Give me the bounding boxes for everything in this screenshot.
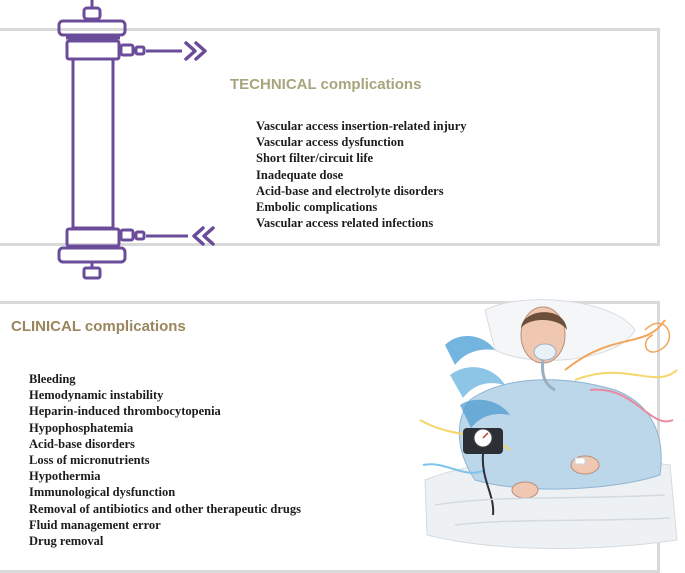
technical-complication-item: Acid-base and electrolyte disorders — [256, 183, 444, 198]
double-chevron-right-icon — [186, 43, 195, 59]
clinical-complication-item: Fluid management error — [29, 517, 161, 532]
technical-complication-item: Short filter/circuit life — [256, 151, 374, 166]
clinical-complication-item: Hypothermia — [29, 469, 101, 484]
clinical-complication-item: Immunological dysfunction — [29, 485, 176, 500]
clinical-complication-item: Removal of antibiotics and other therapeutic drugs — [29, 501, 301, 516]
hemofilter-icon — [0, 0, 230, 280]
technical-complications-list — [256, 118, 467, 231]
double-chevron-left-icon — [194, 228, 203, 244]
clinical-complication-item: Hypophosphatemia — [29, 420, 134, 435]
clinical-complication-item: Loss of micronutrients — [29, 452, 150, 467]
technical-title: TECHNICAL complications — [230, 76, 422, 93]
clinical-complication-item: Drug removal — [29, 533, 104, 548]
clinical-complication-item: Bleeding — [29, 372, 76, 386]
technical-complication-item: Vascular access related infections — [256, 216, 434, 231]
clinical-complication-item: Hemodynamic instability — [29, 388, 164, 403]
technical-complication-item: Vascular access dysfunction — [256, 135, 404, 150]
clinical-complication-item: Acid-base disorders — [29, 436, 135, 451]
clinical-complications-list — [29, 371, 301, 549]
icu-patient-illustration — [415, 290, 685, 560]
clinical-complication-item: Heparin-induced thrombocytopenia — [29, 404, 221, 419]
clinical-title: CLINICAL complications — [11, 318, 186, 335]
technical-complication-item: Embolic complications — [256, 199, 378, 214]
technical-complication-item: Inadequate dose — [256, 167, 344, 182]
technical-complication-item: Vascular access insertion-related injury — [256, 119, 467, 133]
